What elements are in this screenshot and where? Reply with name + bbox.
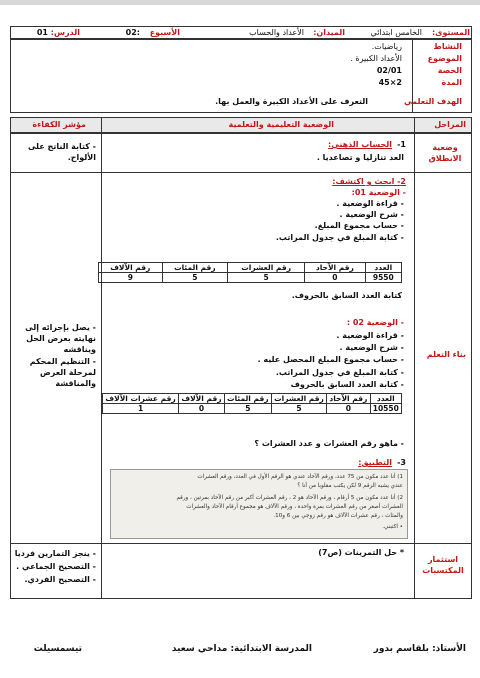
table1-header: رقم الآحاد xyxy=(305,263,365,273)
duration-value: 2×45 xyxy=(378,78,402,87)
goal-label: الهدف التعلمي xyxy=(404,97,462,106)
table1-cell: 0 xyxy=(305,273,365,283)
exercise-line: العشرات أصغر من رقم العشرات بمرة واحدة ، ورقم الآلاف هو مجموع أرقام الآحاد والعشرات xyxy=(186,504,403,510)
table2-cell: 0 xyxy=(179,404,225,414)
footer-city: تيسمسيلت xyxy=(33,644,82,654)
place-value-table-2 xyxy=(102,393,402,414)
sit2-item: - حساب مجموع المبلغ المحصل عليه . xyxy=(257,355,404,364)
build-indicator: - يصل بإجرائه إلى نهايته بعرض الحل ويناقشه xyxy=(25,323,96,354)
table2-header: رقم العشرات xyxy=(271,394,326,404)
level-label: المستوى: xyxy=(431,28,470,37)
after-table1: كتابة العدد السابق بالحروف. xyxy=(291,291,402,300)
invest-stage: استثمار المكتسبات xyxy=(422,555,464,575)
table2-header: رقم المئات xyxy=(224,394,271,404)
table1-header: رقم الآلاف xyxy=(99,263,163,273)
table1-cell: 9550 xyxy=(365,273,401,283)
invest-indicator: - التصحيح الفردي. xyxy=(24,575,96,584)
sit2-item: - قراءة الوضعية . xyxy=(336,331,404,340)
table2-cell: 5 xyxy=(224,404,271,414)
week-value: :02 xyxy=(125,28,140,37)
session-value: 02/01 xyxy=(376,66,402,75)
duration-label: المدة xyxy=(441,78,462,87)
table2-header: العدد xyxy=(370,394,401,404)
goal-value: التعرف على الأعداد الكبيرة والعمل بها. xyxy=(215,97,368,106)
invest-text: * حل التمرينات (ص7) xyxy=(318,548,404,557)
apply-num: 3- xyxy=(397,458,406,467)
launch-text: العد تنازليا و تصاعديا . xyxy=(316,153,404,162)
session-label: الحصة xyxy=(437,66,462,75)
week-label: الأسبوع xyxy=(149,28,180,37)
exercise-line: 2) أنا عدد مكون من 5 أرقام ، ورقم الآحاد هو 2 ، رقم العشرات أكبر من رقم الآحاد بمرتين ، ورقم xyxy=(176,495,403,501)
table1-header: رقم العشرات xyxy=(228,263,305,273)
invest-indicator: - التصحيح الجماعي . xyxy=(16,562,96,571)
exercise-line: عندي يشبه الرقم 9 لكن يكتب مقلوبا من أنا ؟ xyxy=(297,483,403,489)
exercise-line: والمئات ، رقم عشرات الآلاف هو رقم زوجي بين 6 و10. xyxy=(273,513,403,519)
sit2-item: - كتابة العدد السابق بالحروف xyxy=(290,380,404,389)
build-question: - ماهو رقم العشرات و عدد العشرات ؟ xyxy=(254,439,404,448)
launch-title: الحساب الذهني: xyxy=(328,140,392,149)
launch-stage: وضعية الانطلاق xyxy=(428,143,462,163)
topic-label: الموضوع xyxy=(427,54,462,63)
sit2-item: - كتابة المبلغ في جدول المراتب. xyxy=(275,368,404,377)
table2-cell: 5 xyxy=(271,404,326,414)
launch-title-num: 1- xyxy=(397,140,406,149)
footer-school: المدرسة الابتدائية: مداحي سعيد xyxy=(171,644,312,654)
table2-cell: 0 xyxy=(327,404,370,414)
sit1-item: - حساب مجموع المبلغ. xyxy=(314,221,404,230)
lesson-value: 01 xyxy=(36,28,48,37)
topic-value: الأعداد الكبيرة . xyxy=(350,54,402,63)
sit1-title: - الوضعية 01: xyxy=(351,188,406,197)
table1-cell: 9 xyxy=(99,273,163,283)
col-stages: المراحل xyxy=(434,120,466,129)
field-value: الأعداد والحساب xyxy=(249,28,304,37)
table2-cell: 1 xyxy=(103,404,179,414)
sit1-item: - شرح الوضعية . xyxy=(339,210,404,219)
level-value: الخامس ابتدائي xyxy=(370,28,422,37)
build-section-title: 2- ابحث و اكتشف: xyxy=(332,177,406,186)
exercise-line: • اكتبني. xyxy=(382,524,403,530)
build-indicator: - التنظيم المحكم لمرحلة العرض والمناقشة xyxy=(29,357,96,388)
table1-header: العدد xyxy=(365,263,401,273)
place-value-table-1 xyxy=(98,262,402,283)
top-band xyxy=(0,0,480,5)
table2-header: رقم الآحاد xyxy=(327,394,370,404)
table2-header: رقم عشرات الآلاف xyxy=(103,394,179,404)
sit2-title: - الوضعية 02 : xyxy=(346,318,404,327)
table2-cell: 10550 xyxy=(370,404,401,414)
col-indicator: مؤشر الكفاءة xyxy=(32,120,86,129)
exercise-image xyxy=(110,469,408,539)
apply-title: التطبيق: xyxy=(358,458,392,467)
activity-value: رياضيات. xyxy=(371,42,402,51)
field-label: الميدان: xyxy=(313,28,345,37)
sit2-item: - شرح الوضعية . xyxy=(339,343,404,352)
exercise-line: 1) أنا عدد مكون من 75 عدد، ورقم الآحاد عندي هو الرقم الأول في العدد، ورقم العشرات xyxy=(197,474,403,480)
table1-cell: 5 xyxy=(162,273,228,283)
lesson-label: الدرس: xyxy=(50,28,80,37)
table1-cell: 5 xyxy=(228,273,305,283)
sit1-item: - كتابة المبلغ في جدول المراتب. xyxy=(275,233,404,242)
table1-header: رقم المئات xyxy=(162,263,228,273)
build-stage: بناء التعلم xyxy=(426,350,466,359)
invest-indicator: - ينجز التمارين فرديا xyxy=(14,549,96,558)
launch-indicator: - كتابة الناتج على الألواح. xyxy=(27,142,96,162)
activity-label: النشاط xyxy=(433,42,462,51)
sit1-item: - قراءة الوضعية . xyxy=(336,199,404,208)
col-situation: الوضعية التعليمية والتعلمية xyxy=(228,120,334,129)
footer-teacher: الأستاذ: بلقاسم بدور xyxy=(373,644,466,654)
table2-header: رقم الآلاف xyxy=(179,394,225,404)
